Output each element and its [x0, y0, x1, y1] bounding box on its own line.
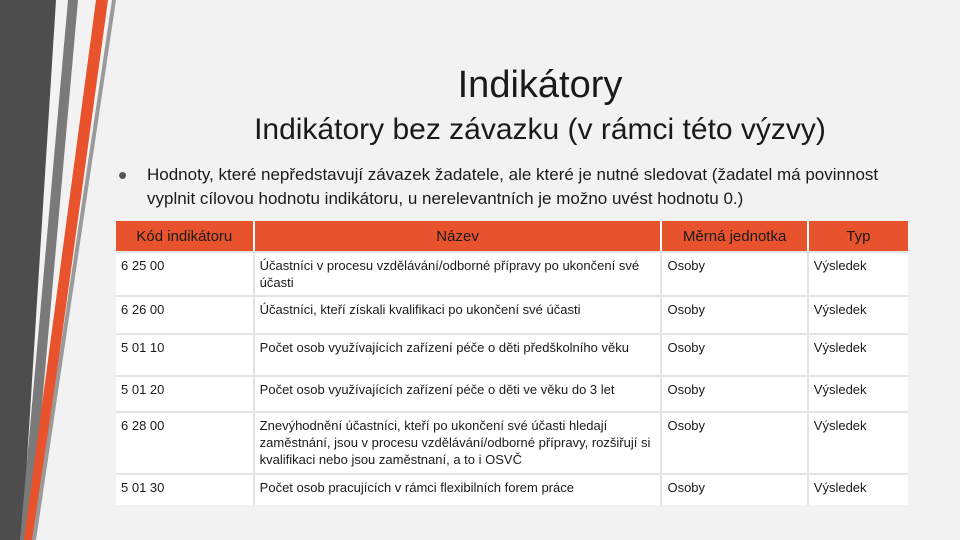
cell-unit: Osoby [662, 473, 808, 505]
table-row [116, 411, 908, 473]
cell-type: Výsledek [809, 473, 908, 505]
cell-type: Výsledek [809, 375, 908, 411]
slide-subtitle: Indikátory bez závazku (v rámci této výzvy) [254, 113, 826, 146]
cell-unit: Osoby [662, 295, 808, 333]
cell-unit: Osoby [662, 251, 808, 295]
cell-code: 5 01 20 [116, 375, 255, 411]
header-code: Kód indikátoru [116, 221, 255, 251]
table-row [116, 333, 908, 375]
cell-code: 6 26 00 [116, 295, 255, 333]
table-row [116, 251, 908, 295]
cell-type: Výsledek [809, 333, 908, 375]
cell-type: Výsledek [809, 295, 908, 333]
cell-code: 6 25 00 [116, 251, 255, 295]
bullet-icon: • [118, 160, 128, 190]
cell-type: Výsledek [809, 251, 908, 295]
table-row [116, 295, 908, 333]
header-unit: Měrná jednotka [662, 221, 808, 251]
cell-code: 5 01 30 [116, 473, 255, 505]
cell-name: Účastníci v procesu vzdělávání/odborné přípravy po ukončení své účasti [255, 251, 663, 295]
header-type: Typ [809, 221, 908, 251]
cell-name: Počet osob využívajících zařízení péče o děti ve věku do 3 let [255, 375, 663, 411]
bullet-point [118, 160, 908, 211]
cell-type: Výsledek [809, 411, 908, 473]
indicator-table [116, 221, 908, 505]
table-row [116, 473, 908, 505]
cell-code: 5 01 10 [116, 333, 255, 375]
table-header-row [116, 221, 908, 251]
cell-name: Počet osob pracujících v rámci flexibilních forem práce [255, 473, 663, 505]
cell-unit: Osoby [662, 333, 808, 375]
header-name: Název [255, 221, 663, 251]
cell-name: Počet osob využívajících zařízení péče o děti předškolního věku [255, 333, 663, 375]
cell-unit: Osoby [662, 411, 808, 473]
cell-name: Účastníci, kteří získali kvalifikaci po ukončení své účasti [255, 295, 663, 333]
bullet-text: Hodnoty, které nepředstavují závazek žadatele, ale které je nutné sledovat (žadatel má povinnost vyplnit cílovou hodnotu indikátoru, u nerelevantních je možno uvést hodnotu 0.) [147, 165, 879, 208]
table-row [116, 375, 908, 411]
slide-title: Indikátory [457, 64, 623, 106]
cell-name: Znevýhodnění účastníci, kteří po ukončení své účasti hledají zaměstnání, jsou v procesu vzdělávání/odborné přípravy, rozšiřují si kvalifikaci nebo jsou zaměstnaní, a to i OSVČ [255, 411, 663, 473]
cell-unit: Osoby [662, 375, 808, 411]
cell-code: 6 28 00 [116, 411, 255, 473]
